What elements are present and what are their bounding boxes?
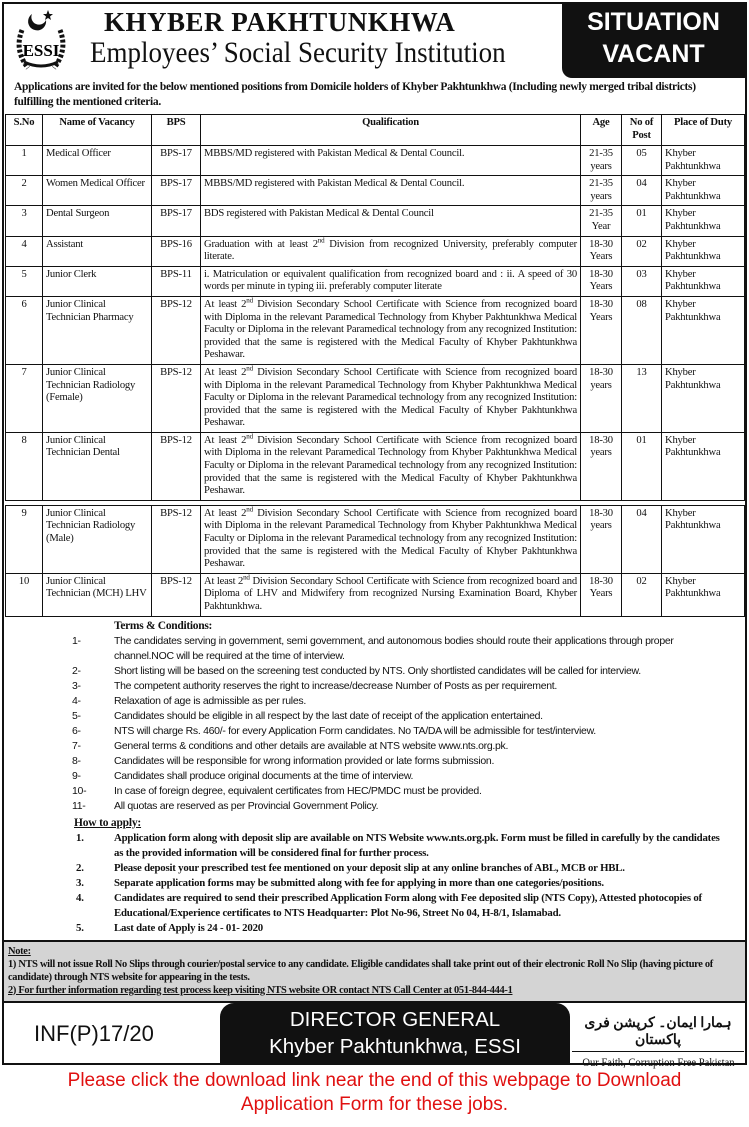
item-number: 9-: [72, 769, 81, 782]
list-item: [4, 709, 745, 724]
cell-sno: 1: [6, 146, 43, 176]
list-item: [4, 784, 745, 799]
cell-bps: BPS-16: [152, 236, 201, 266]
item-text: All quotas are reserved as per Provincial Government Policy.: [114, 799, 379, 812]
table-row: [6, 236, 745, 266]
cell-place: Khyber Pakhtunkhwa: [662, 432, 745, 500]
cell-age: 18-30 Years: [581, 573, 622, 616]
item-number: 11-: [72, 799, 86, 812]
download-notice-line-2: Application Form for these jobs.: [240, 1093, 509, 1115]
cell-place: Khyber Pakhtunkhwa: [662, 236, 745, 266]
cell-sno: 9: [6, 505, 43, 573]
urdu-slogan: ہمارا ایمان۔ کرپشن فری پاکستان: [572, 1015, 744, 1052]
cell-bps: BPS-12: [152, 432, 201, 500]
cell-bps: BPS-12: [152, 505, 201, 573]
list-item: [4, 679, 745, 694]
cell-qual: At least 2nd Division Secondary School Certificate with Science from recognized board with Diploma in the relevant Paramedical Technology from Khyber Pakhtunkhwa Medical Faculty or Diploma in the relevant Paramedical technology from any recognized Institution: provided that the same is registered with the Medical Faculty of Khyber Pakhtunkhwa Peshawar.: [201, 432, 581, 500]
column-header: No of Post: [622, 115, 662, 146]
item-number: 2-: [72, 664, 81, 677]
column-header: S.No: [6, 115, 43, 146]
list-item: [4, 664, 745, 679]
cell-bps: BPS-12: [152, 296, 201, 364]
item-text: In case of foreign degree, equivalent certificates from HEC/PMDC must be provided.: [114, 784, 482, 797]
list-item: [4, 799, 745, 814]
dg-org: Khyber Pakhtunkhwa, ESSI: [269, 1034, 521, 1058]
item-number: 10-: [72, 784, 87, 797]
item-text: Candidates are required to send their prescribed Application Form along with Fee deposited slip (NTS Copy), Attested photocopies of Educational/Experience certificates to NTS Headquarter: Plot No-96, Street No 04, H-8/1, Islamabad.: [114, 891, 702, 919]
cell-qual: At least 2nd Division Secondary School Certificate with Science from recognized board with Diploma in the relevant Paramedical Technology from Khyber Pakhtunkhwa Medical Faculty or Diploma in the relevant Paramedical technology from any recognized Institution: provided that the same is registered with the Medical Faculty of Khyber Pakhtunkhwa Peshawar.: [201, 296, 581, 364]
title-institution: Employees’ Social Security Institution: [90, 36, 506, 69]
cell-qual: At least 2nd Division Secondary School Certificate with Science from recognized board and Diploma of LHV and Midwifery from recognized Nursing Examination Board, Khyber Pakhtunkhwa.: [201, 573, 581, 616]
item-text: Separate application forms may be submitted along with fee for applying in more than one categories/positions.: [114, 876, 604, 889]
note-section: [4, 940, 745, 1003]
item-number: 1-: [72, 634, 81, 647]
item-text: Last date of Apply is 24 - 01- 2020: [114, 921, 263, 934]
item-text: Candidates will be responsible for wrong information provided or late forms submission.: [114, 754, 495, 767]
cell-qual: MBBS/MD registered with Pakistan Medical & Dental Council.: [201, 146, 581, 176]
table-row: [6, 432, 745, 500]
list-item: [4, 739, 745, 754]
item-number: 8-: [72, 754, 81, 767]
table-header-row: [6, 115, 745, 146]
cell-name: Assistant: [43, 236, 152, 266]
title-province: KHYBER PAKHTUNKHWA: [104, 7, 456, 37]
badge-line-1: SITUATION: [587, 8, 720, 36]
cell-sno: 8: [6, 432, 43, 500]
column-header: Qualification: [201, 115, 581, 146]
terms-section: [4, 617, 745, 814]
cell-name: Dental Surgeon: [43, 206, 152, 236]
table-row: [6, 505, 745, 573]
cell-qual: Graduation with at least 2nd Division from recognized University, preferably computer literate.: [201, 236, 581, 266]
cell-sno: 3: [6, 206, 43, 236]
slogan-block: [572, 1015, 744, 1070]
cell-name: Women Medical Officer: [43, 176, 152, 206]
list-item: [4, 634, 745, 664]
cell-sno: 4: [6, 236, 43, 266]
how-to-apply-section: [4, 814, 745, 940]
cell-sno: 5: [6, 266, 43, 296]
list-item: [4, 861, 745, 876]
header: [4, 4, 745, 76]
list-item: [4, 754, 745, 769]
item-text: Please deposit your prescribed test fee mentioned on your deposit slip at any online branches of ABL, MCB or HBL.: [114, 861, 625, 874]
note-item: 2) For further information regarding test process keep visiting NTS website OR contact NTS Call Center at 051-844-444-1: [8, 984, 513, 996]
column-header: Name of Vacancy: [43, 115, 152, 146]
cell-place: Khyber Pakhtunkhwa: [662, 296, 745, 364]
cell-sno: 10: [6, 573, 43, 616]
item-number: 2.: [76, 861, 84, 874]
cell-age: 18-30 Years: [581, 296, 622, 364]
cell-posts: 02: [622, 573, 662, 616]
item-text: Relaxation of age is admissible as per rules.: [114, 694, 306, 707]
note-item: 1) NTS will not issue Roll No Slips through courier/postal service to any candidate. Eligible candidates shall take print out of their electronic Roll No Slip (having picture of candidate) through NTS website for appearing in the tests.: [8, 958, 713, 983]
cell-bps: BPS-12: [152, 364, 201, 432]
cell-posts: 01: [622, 206, 662, 236]
list-item: [4, 876, 745, 891]
table-row: [6, 296, 745, 364]
cell-bps: BPS-12: [152, 573, 201, 616]
cell-age: 18-30 Years: [581, 236, 622, 266]
item-number: 7-: [72, 739, 81, 752]
item-text: Short listing will be based on the screening test conducted by NTS. Only shortlisted candidates will be called for interview.: [114, 664, 641, 677]
item-text: The candidates serving in government, semi government, and autonomous bodies should route their applications through proper channel.NOC will be required at the time of interview.: [114, 634, 674, 662]
note-title: Note:: [8, 945, 31, 957]
list-item: [4, 694, 745, 709]
cell-age: 18-30 years: [581, 364, 622, 432]
item-text: General terms & conditions and other details are available at NTS website www.nts.org.pk.: [114, 739, 509, 752]
cell-place: Khyber Pakhtunkhwa: [662, 505, 745, 573]
cell-bps: BPS-17: [152, 146, 201, 176]
cell-bps: BPS-11: [152, 266, 201, 296]
essi-logo-icon: [12, 8, 70, 72]
job-advertisement: [2, 2, 747, 1069]
cell-age: 18-30 years: [581, 505, 622, 573]
svg-text:ESSI: ESSI: [22, 41, 60, 60]
reference-number: INF(P)17/20: [34, 1020, 154, 1046]
cell-name: Junior Clinical Technician (MCH) LHV: [43, 573, 152, 616]
item-number: 4.: [76, 891, 84, 904]
cell-posts: 04: [622, 505, 662, 573]
table-row: [6, 146, 745, 176]
list-item: [4, 724, 745, 739]
cell-name: Junior Clinical Technician Pharmacy: [43, 296, 152, 364]
table-row: [6, 573, 745, 616]
table-row: [6, 364, 745, 432]
cell-name: Junior Clinical Technician Dental: [43, 432, 152, 500]
situation-vacant-badge: [562, 2, 745, 78]
cell-name: Junior Clerk: [43, 266, 152, 296]
item-text: NTS will charge Rs. 460/- for every Application Form candidates. No TA/DA will be admissible for test/interview.: [114, 724, 596, 737]
cell-sno: 6: [6, 296, 43, 364]
cell-age: 18-30 years: [581, 432, 622, 500]
cell-posts: 01: [622, 432, 662, 500]
cell-sno: 7: [6, 364, 43, 432]
column-header: BPS: [152, 115, 201, 146]
item-text: Application form along with deposit slip are available on NTS Website www.nts.org.pk. Form must be filled in carefully by the candidates as the provided information will be considered final for further process.: [114, 831, 720, 859]
cell-posts: 03: [622, 266, 662, 296]
intro-text: Applications are invited for the below mentioned positions from Domicile holders of Khyber Pakhtunkhwa (Including newly merged tribal districts) fulfilling the mentioned criteria.: [14, 81, 696, 108]
cell-name: Junior Clinical Technician Radiology (Male): [43, 505, 152, 573]
cell-age: 21-35 Year: [581, 206, 622, 236]
cell-posts: 13: [622, 364, 662, 432]
cell-age: 21-35 years: [581, 176, 622, 206]
cell-qual: i. Matriculation or equivalent qualification from recognized board and : ii. A speed of 30 words per minute in typing iii. preferably computer literate: [201, 266, 581, 296]
footer: [4, 1003, 745, 1069]
item-number: 5.: [76, 921, 84, 934]
column-header: Place of Duty: [662, 115, 745, 146]
terms-title: Terms & Conditions:: [114, 619, 213, 632]
item-number: 4-: [72, 694, 81, 707]
table-row: [6, 266, 745, 296]
cell-qual: At least 2nd Division Secondary School Certificate with Science from recognized board with Diploma in the relevant Paramedical Technology from Khyber Pakhtunkhwa Medical Faculty or Diploma in the relevant Paramedical technology from any recognized Institution: provided that the same is registered with the Medical Faculty of Khyber Pakhtunkhwa Peshawar.: [201, 505, 581, 573]
director-general-block: [220, 1003, 570, 1063]
cell-posts: 08: [622, 296, 662, 364]
cell-qual: BDS registered with Pakistan Medical & Dental Council: [201, 206, 581, 236]
item-number: 3.: [76, 876, 84, 889]
cell-place: Khyber Pakhtunkhwa: [662, 206, 745, 236]
cell-bps: BPS-17: [152, 206, 201, 236]
cell-place: Khyber Pakhtunkhwa: [662, 364, 745, 432]
dg-title: DIRECTOR GENERAL: [289, 1007, 501, 1031]
english-slogan: Our Faith, Corruption Free Pakistan: [582, 1054, 735, 1069]
cell-posts: 04: [622, 176, 662, 206]
item-number: 6-: [72, 724, 81, 737]
item-number: 3-: [72, 679, 81, 692]
item-text: Candidates should be eligible in all respect by the last date of receipt of the application entertained.: [114, 709, 543, 722]
how-to-apply-title: How to apply:: [74, 816, 142, 829]
cell-place: Khyber Pakhtunkhwa: [662, 146, 745, 176]
table-row: [6, 206, 745, 236]
download-notice-line-1: Please click the download link near the end of this webpage to Download: [67, 1069, 682, 1091]
cell-age: 18-30 Years: [581, 266, 622, 296]
cell-place: Khyber Pakhtunkhwa: [662, 573, 745, 616]
list-item: [4, 921, 745, 936]
cell-name: Junior Clinical Technician Radiology (Female): [43, 364, 152, 432]
item-number: 5-: [72, 709, 81, 722]
list-item: [4, 891, 745, 921]
cell-qual: At least 2nd Division Secondary School Certificate with Science from recognized board with Diploma in the relevant Paramedical Technology from Khyber Pakhtunkhwa Medical Faculty or Diploma in the relevant Paramedical technology from any recognized Institution: provided that the same is registered with the Medical Faculty of Khyber Pakhtunkhwa Peshawar.: [201, 364, 581, 432]
table-row: [6, 176, 745, 206]
cell-qual: MBBS/MD registered with Pakistan Medical & Dental Council.: [201, 176, 581, 206]
item-text: The competent authority reserves the right to increase/decrease Number of Posts as per requirement.: [114, 679, 558, 692]
vacancy-table: [5, 114, 745, 617]
cell-place: Khyber Pakhtunkhwa: [662, 176, 745, 206]
cell-name: Medical Officer: [43, 146, 152, 176]
cell-place: Khyber Pakhtunkhwa: [662, 266, 745, 296]
list-item: [4, 769, 745, 784]
item-number: 1.: [76, 831, 84, 844]
download-notice: [0, 1069, 749, 1117]
cell-posts: 05: [622, 146, 662, 176]
column-header: Age: [581, 115, 622, 146]
item-text: Candidates shall produce original documents at the time of interview.: [114, 769, 414, 782]
list-item: [4, 831, 745, 861]
cell-sno: 2: [6, 176, 43, 206]
cell-bps: BPS-17: [152, 176, 201, 206]
badge-line-2: VACANT: [602, 40, 705, 68]
cell-age: 21-35 years: [581, 146, 622, 176]
cell-posts: 02: [622, 236, 662, 266]
